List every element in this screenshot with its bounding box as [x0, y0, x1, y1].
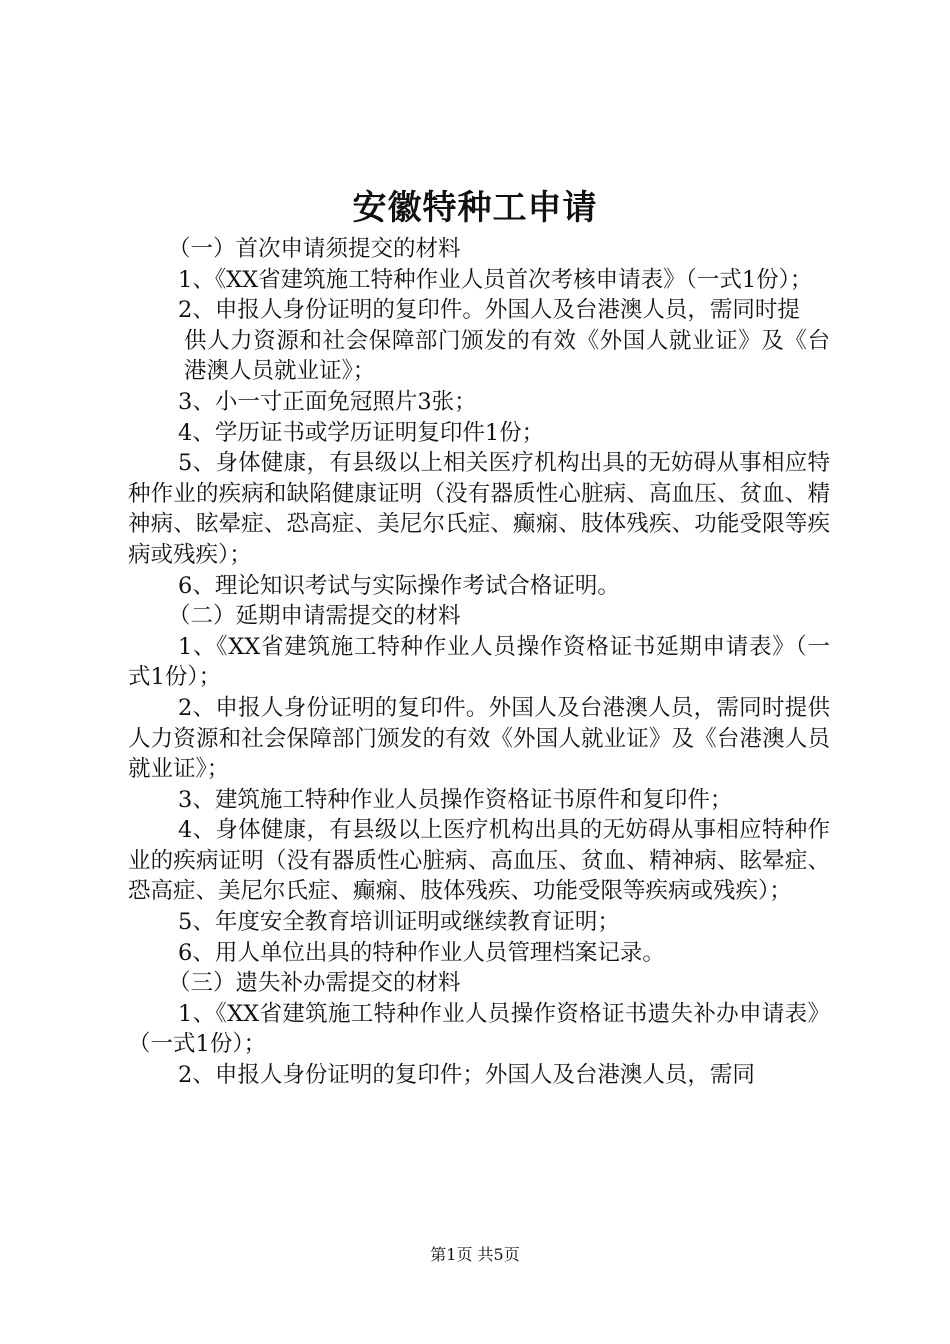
paragraph: 5、身体健康，有县级以上相关医疗机构出具的无妨碍从事相应特种作业的疾病和缺陷健康证明（没有器质性心脏病、高血压、贫血、精神病、眩晕症、恐高症、美尼尔氏症、癫痫、肢体残疾、功能受限等疾病或残疾）；	[128, 450, 830, 568]
paragraph: 2、申报人身份证明的复印件。外国人及台港澳人员，需同时提供人力资源和社会保障部门颁发的有效《外国人就业证》及《台港澳人员就业证》；	[128, 694, 830, 783]
paragraph: 5、年度安全教育培训证明或继续教育证明；	[178, 909, 620, 936]
paragraph: 1、《XX省建筑施工特种作业人员操作资格证书遗失补办申请表》（一式1份）；	[128, 1000, 830, 1058]
paragraph: 1、《XX省建筑施工特种作业人员操作资格证书延期申请表》（一式1份）；	[128, 633, 830, 691]
paragraph: 4、学历证书或学历证明复印件1份；	[178, 419, 545, 446]
paragraph: 2、申报人身份证明的复印件。外国人及台港澳人员，需同时提	[178, 297, 800, 324]
section-heading-lost-replacement: （三）遗失补办需提交的材料	[168, 970, 461, 997]
paragraph: 供人力资源和社会保障部门颁发的有效《外国人就业证》及《台港澳人员就业证》；	[184, 327, 830, 385]
section-heading-first-application: （一）首次申请须提交的材料	[168, 236, 461, 262]
paragraph: 3、建筑施工特种作业人员操作资格证书原件和复印件；	[178, 786, 733, 813]
document-title: 安徽特种工申请	[352, 188, 598, 228]
paragraph: 3、小一寸正面免冠照片3张；	[178, 388, 477, 415]
paragraph: 4、身体健康，有县级以上医疗机构出具的无妨碍从事相应特种作业的疾病证明（没有器质性心脏病、高血压、贫血、精神病、眩晕症、恐高症、美尼尔氏症、癫痫、肢体残疾、功能受限等疾病或残疾）；	[128, 817, 830, 905]
page-footer: 第1页 共5页	[430, 1245, 520, 1264]
paragraph: 2、申报人身份证明的复印件；外国人及台港澳人员，需同	[178, 1062, 755, 1089]
document-body	[128, 234, 830, 1091]
paragraph: 1、《XX省建筑施工特种作业人员首次考核申请表》（一式1份）；	[178, 266, 813, 293]
paragraph: 6、理论知识考试与实际操作考试合格证明。	[178, 572, 620, 599]
paragraph: 6、用人单位出具的特种作业人员管理档案记录。	[178, 939, 665, 966]
section-heading-extension: （二）延期申请需提交的材料	[168, 603, 461, 630]
